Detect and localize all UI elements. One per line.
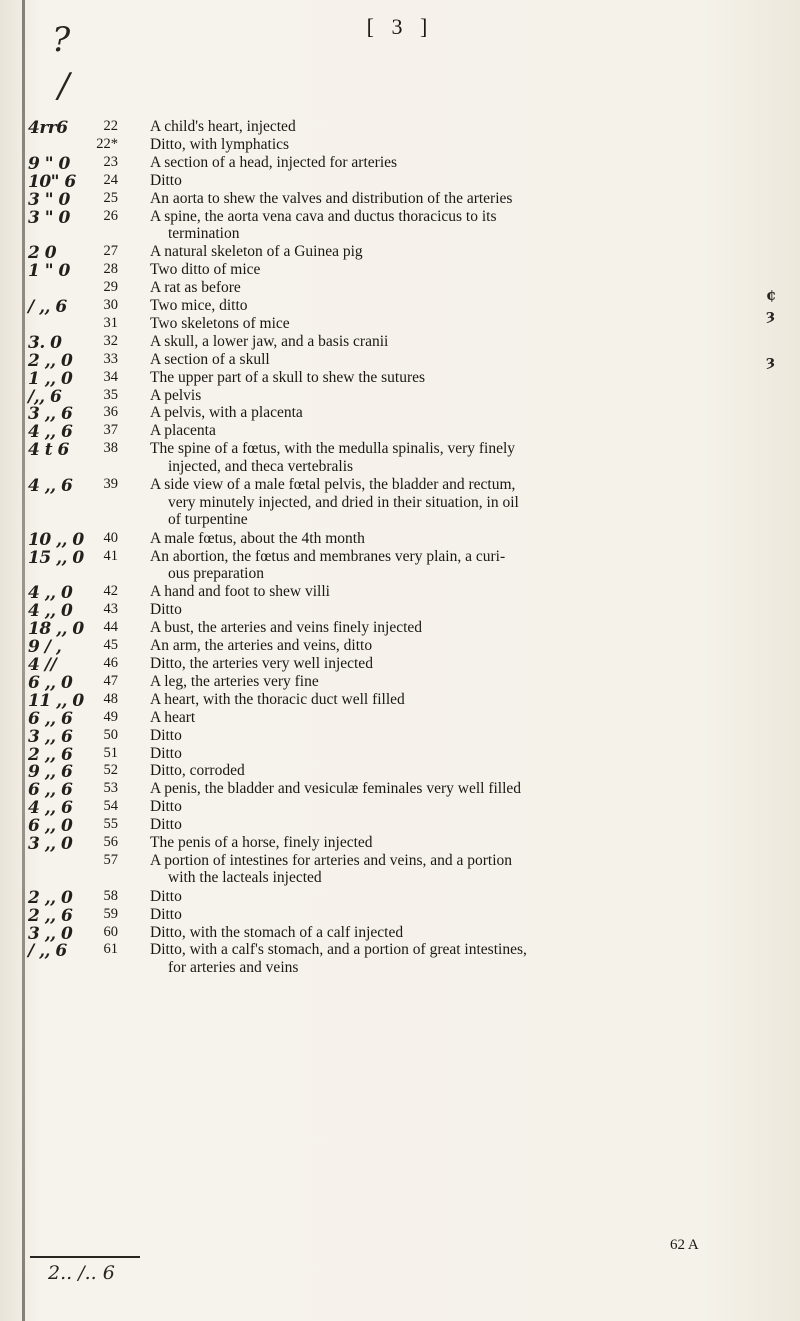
handwritten-price: / ,, 6 <box>28 941 67 962</box>
handwritten-corner-mark: ? <box>52 20 71 60</box>
margin-mark: ȝ <box>766 306 776 324</box>
handwritten-price: 4 t 6 <box>28 440 69 461</box>
entry-description-continuation: ous preparation <box>168 565 264 583</box>
entry-description-line: Two ditto of mice <box>150 261 261 279</box>
entry-description <box>150 619 780 637</box>
entry-description-line: Ditto, with the stomach of a calf injected <box>150 923 404 941</box>
entry-description <box>150 118 780 136</box>
handwritten-price: 11 ,, 0 <box>28 690 84 711</box>
handwritten-price: 4 ,, 6 <box>28 476 73 496</box>
handwritten-price: 6 ,, 0 <box>28 816 73 837</box>
entry-description-line: An arm, the arteries and veins, ditto <box>150 637 373 655</box>
entry-description <box>150 476 780 529</box>
entry-description-line: Ditto <box>150 601 182 619</box>
handwritten-price: / ,, 6 <box>28 297 67 317</box>
entry-description <box>150 583 780 601</box>
entry-description <box>150 154 780 172</box>
entry-description-line: Ditto <box>150 171 182 189</box>
entry-description-continuation: of turpentine <box>168 511 248 529</box>
entry-description <box>150 637 780 655</box>
entry-description <box>150 727 780 745</box>
entry-description-line: A heart, with the thoracic duct well filled <box>150 690 405 708</box>
entry-description <box>150 333 780 351</box>
handwritten-rule <box>30 1256 140 1258</box>
entry-description <box>150 691 780 709</box>
handwritten-price: 3 ,, 0 <box>28 834 73 854</box>
entry-description-line: A section of a skull <box>150 350 270 368</box>
entry-description-line: A portion of intestines for arteries and veins, and a portion <box>150 851 513 869</box>
entry-description <box>150 673 780 691</box>
entry-description <box>150 369 780 387</box>
handwritten-price: 3. 0 <box>28 332 62 353</box>
handwritten-price: 3 ,, 6 <box>28 404 73 425</box>
entry-description <box>150 745 780 763</box>
handwritten-price: 10 ,, 0 <box>28 529 84 550</box>
handwritten-price: 2 ,, 0 <box>28 350 73 371</box>
entry-description <box>150 548 780 583</box>
entry-description-line: Ditto <box>150 905 182 923</box>
entry-description <box>150 440 780 475</box>
handwritten-price: 6 ,, 6 <box>28 708 73 729</box>
entry-description-line: A male fœtus, about the 4th month <box>150 529 365 547</box>
entry-description <box>150 780 780 798</box>
handwritten-price: 3 ,, 0 <box>28 923 73 944</box>
entry-description-line: Ditto, with lymphatics <box>150 135 290 153</box>
handwritten-price: 4 ,, 6 <box>28 798 73 819</box>
entry-description <box>150 834 780 852</box>
entry-description-line: Ditto <box>150 744 182 762</box>
handwritten-price: 4 ,, 0 <box>28 601 73 622</box>
entry-description-line: A side view of a male fœtal pelvis, the bladder and rectum, <box>150 476 516 493</box>
entry-description <box>150 208 780 243</box>
entry-description-line: A hand and foot to shew villi <box>150 583 330 601</box>
entry-description <box>150 709 780 727</box>
entry-description <box>150 404 780 422</box>
entry-description-continuation: with the lacteals injected <box>168 869 322 887</box>
entry-description <box>150 888 780 906</box>
entry-description <box>150 351 780 369</box>
handwritten-corner-slash: / <box>58 66 70 106</box>
entry-description-line: A heart <box>150 708 196 726</box>
entry-description <box>150 261 780 279</box>
entry-description-line: A natural skeleton of a Guinea pig <box>150 243 363 261</box>
entry-description-line: A pelvis <box>150 386 202 404</box>
entry-description <box>150 601 780 619</box>
entry-description <box>150 798 780 816</box>
handwritten-price: 2 ,, 6 <box>28 905 73 926</box>
entry-description-line: A section of a head, injected for arteries <box>150 153 398 171</box>
handwritten-price: 3 " 0 <box>28 207 70 228</box>
entry-description <box>150 136 780 154</box>
entry-description <box>150 924 780 942</box>
handwritten-price: 2 ,, 6 <box>28 744 73 765</box>
entry-description <box>150 762 780 780</box>
entry-description-line: Two mice, ditto <box>150 297 248 314</box>
entry-description <box>150 422 780 440</box>
handwritten-price: 6 ,, 6 <box>28 780 73 801</box>
handwritten-price: 2 0 <box>28 243 57 264</box>
handwritten-price: 9 ,, 6 <box>28 762 73 783</box>
handwritten-price: 18 ,, 0 <box>28 619 84 640</box>
entry-description-line: Ditto <box>150 726 182 744</box>
entry-description-continuation: injected, and theca vertebralis <box>168 457 354 475</box>
entry-description-line: An aorta to shew the valves and distribution of the arteries <box>150 189 513 207</box>
entry-description-line: Ditto, the arteries very well injected <box>150 655 373 672</box>
handwritten-price: 1 ,, 0 <box>28 368 73 389</box>
handwritten-price: 4 ,, 6 <box>28 422 73 443</box>
handwritten-price: /,, 6 <box>28 386 62 407</box>
entry-description-line: Ditto, with a calf's stomach, and a portion of great intestines, <box>150 941 527 959</box>
handwritten-price: 2 ,, 0 <box>28 887 73 908</box>
handwritten-price: 9 " 0 <box>28 153 70 174</box>
entry-description-line: An abortion, the fœtus and membranes very plain, a curi- <box>150 547 506 565</box>
entry-description <box>150 243 780 261</box>
handwritten-price: 6 ,, 0 <box>28 672 73 693</box>
entry-description <box>150 297 780 315</box>
margin-mark: ȝ <box>766 352 776 370</box>
handwritten-price: 3 ,, 6 <box>28 726 73 747</box>
entry-description-line: The upper part of a skull to shew the sutures <box>150 368 426 386</box>
entry-description-line: The penis of a horse, finely injected <box>150 834 373 851</box>
handwritten-total: 2.. /.. 6 <box>48 1262 115 1284</box>
catchword: 62 A <box>670 1237 699 1253</box>
entry-description <box>150 655 780 673</box>
entry-description-line: A spine, the aorta vena cava and ductus thoracicus to its <box>150 207 497 225</box>
entry-description-continuation: very minutely injected, and dried in their situation, in oil <box>168 493 519 511</box>
entry-description-line: A penis, the bladder and vesiculæ feminales very well filled <box>150 780 522 798</box>
entry-description <box>150 530 780 548</box>
page-number-header: [ 3 ] <box>366 14 434 39</box>
entry-description <box>150 852 780 887</box>
entry-description-line: A leg, the arteries very fine <box>150 672 319 690</box>
handwritten-price: 1 " 0 <box>28 261 70 282</box>
entry-description-continuation: for arteries and veins <box>168 958 299 976</box>
entry-description-line: A rat as before <box>150 279 241 297</box>
entry-description-line: A bust, the arteries and veins finely injected <box>150 619 423 637</box>
handwritten-price: 4 ,, 0 <box>28 583 73 604</box>
entry-description-continuation: termination <box>168 225 240 243</box>
entry-description <box>150 906 780 924</box>
handwritten-price: 9 / , <box>28 637 62 658</box>
handwritten-price: 4rr6 <box>28 118 68 138</box>
handwritten-price: 3 " 0 <box>28 189 70 210</box>
entry-description-line: A skull, a lower jaw, and a basis cranii <box>150 332 389 350</box>
entry-description-line: Ditto, corroded <box>150 762 245 780</box>
handwritten-price: 10" 6 <box>28 171 76 192</box>
entry-description <box>150 190 780 208</box>
entry-description <box>150 315 780 333</box>
entry-description-line: Ditto <box>150 798 182 816</box>
entry-description-line: A child's heart, injected <box>150 118 296 135</box>
entry-description <box>150 387 780 405</box>
entry-description-line: The spine of a fœtus, with the medulla spinalis, very finely <box>150 440 516 458</box>
handwritten-price: 15 ,, 0 <box>28 547 84 568</box>
entry-description-line: A placenta <box>150 422 216 440</box>
document-page: ? / [ 3 ] 4rr6 22 A child's heart, injected *22 Ditto, with lymphatics 9 " 0 23 A section of a head, injected for arteries 10" 6 24 Ditto 3 " 0 25 An aorta to shew the valves and distribution of the arteries 3 " 0 26 A spine, the aorta vena cava and ductus thoracicus to its termination 2 0 27 A natural skeleton of a Guinea pig 1 " 0 28 Two ditto of mice 29 A rat as before / ,, 6 30 Two mice, ditto 31 Two skeletons of mice 3. 0 32 A skull, a lower jaw, and a basis cranii 2 ,, 0 33 A section of a skull 1 ,, 0 34 The upper part of a skull to shew the sutures /,, 6 35 A pelvis 3 ,, 6 36 A pelvis, with a placenta 4 ,, 6 37 A placenta 4 t 6 38 The spine of a fœtus, with the medulla spinalis, very finely injected, and theca vertebralis 4 ,, 6 39 A side view of a male fœtal pelvis, the bladder and rectum, very minutely injected, and dried in their situation, in oil of turpentine 10 ,, 0 40 A male fœtus, about the 4th month 15 ,, 0 41 An abortion, the fœtus and membranes very plain, a curi- ous preparation 4 ,, 0 42 A hand and foot to shew villi 4 ,, 0 43 Ditto 18 ,, 0 44 A bust, the arteries and veins finely injected 9 / , 45 An arm, the arteries and veins, ditto 4 // 46 Ditto, the arteries very well injected 6 ,, 0 47 A leg, the arteries very fine 11 ,, 0 48 A heart, with the thoracic duct well filled 6 ,, 6 49 A heart 3 ,, 6 50 Ditto 2 ,, 6 51 Ditto 9 ,, 6 52 Ditto, corroded 6 ,, 6 53 A penis, the bladder and vesiculæ feminales very well filled 4 ,, 6 54 Ditto 6 ,, 0 55 Ditto 3 ,, 0 56 The penis of a horse, finely injected 57 A portion of intestines for arteries and veins, and a portion with the lacteals injected 2 ,, 0 58 Ditto 2 ,, 6 59 Ditto 3 ,, 0 60 Ditto, with the stomach of a calf injected / ,, 6 61 Ditto, with a calf's stomach, and a portion of great intestines, for arteries and veins 2.. /.. 6 62 A ¢ ȝ ȝ <box>0 0 800 1321</box>
entry-description-line: Ditto <box>150 816 182 834</box>
binding-edge <box>22 0 25 1321</box>
entry-description <box>150 816 780 834</box>
entry-description-line: Ditto <box>150 887 182 905</box>
entry-description <box>150 279 780 297</box>
entry-description-line: A pelvis, with a placenta <box>150 404 303 422</box>
entry-description-line: Two skeletons of mice <box>150 314 290 332</box>
margin-mark: ¢ <box>766 286 777 304</box>
entry-description <box>150 172 780 190</box>
handwritten-price: 4 // <box>28 655 57 675</box>
entry-description <box>150 941 780 976</box>
